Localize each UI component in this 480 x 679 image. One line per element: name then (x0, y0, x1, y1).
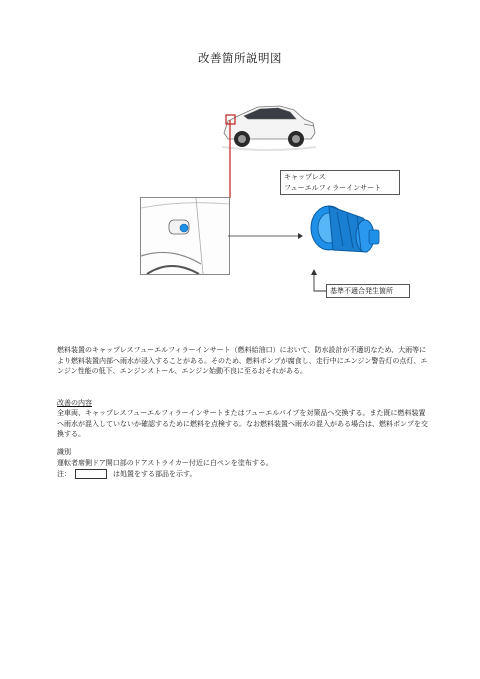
nonconformity-label: 基準不適合発生箇所 (326, 284, 410, 298)
capless-fuel-filler-insert-image (303, 200, 383, 272)
remedy-text: 全車両、キャップレスフューエルフィラーインサートまたはフューエルパイプを対策品へ交換する。また既に燃料装置へ雨水が混入していないか確認するために燃料を点検する。なお燃料装置へ雨水の混入がある場合は、燃料ポンプを交換する。 (57, 409, 428, 438)
fuel-door-detail (140, 197, 230, 275)
description-text: 燃料装置のキャップレスフューエルフィラーインサート（燃料給油口）において、防水設計が不適切なため、大雨等により燃料装置内部へ雨水が浸入することがある。そのため、燃料ポンプが腐食し、走行中にエンジン警告灯の点灯、エンジン性能の低下、エンジンストール、エンジン始動不良に至るおそれがある。 (57, 346, 428, 375)
part-label-box (280, 170, 400, 195)
remedy-heading: 改善の内容 (57, 399, 92, 407)
identification-heading: 識別 (57, 448, 71, 456)
note-legend-box (75, 469, 107, 479)
part-label-line1: キャップレス (284, 173, 326, 181)
part-label-line2: フューエルフィラーインサート (284, 184, 382, 192)
page-title: 改善箇所説明図 (198, 51, 282, 65)
pointer-arrow (228, 232, 304, 240)
note-suffix: は処置をする部品を示す。 (113, 470, 197, 478)
identification-text: 運転者席側ドア開口部のドアストライカー付近に白ペンを塗布する。 (57, 459, 273, 467)
note-prefix: 注： (57, 470, 71, 478)
callout-line (226, 120, 234, 200)
note (57, 469, 196, 479)
